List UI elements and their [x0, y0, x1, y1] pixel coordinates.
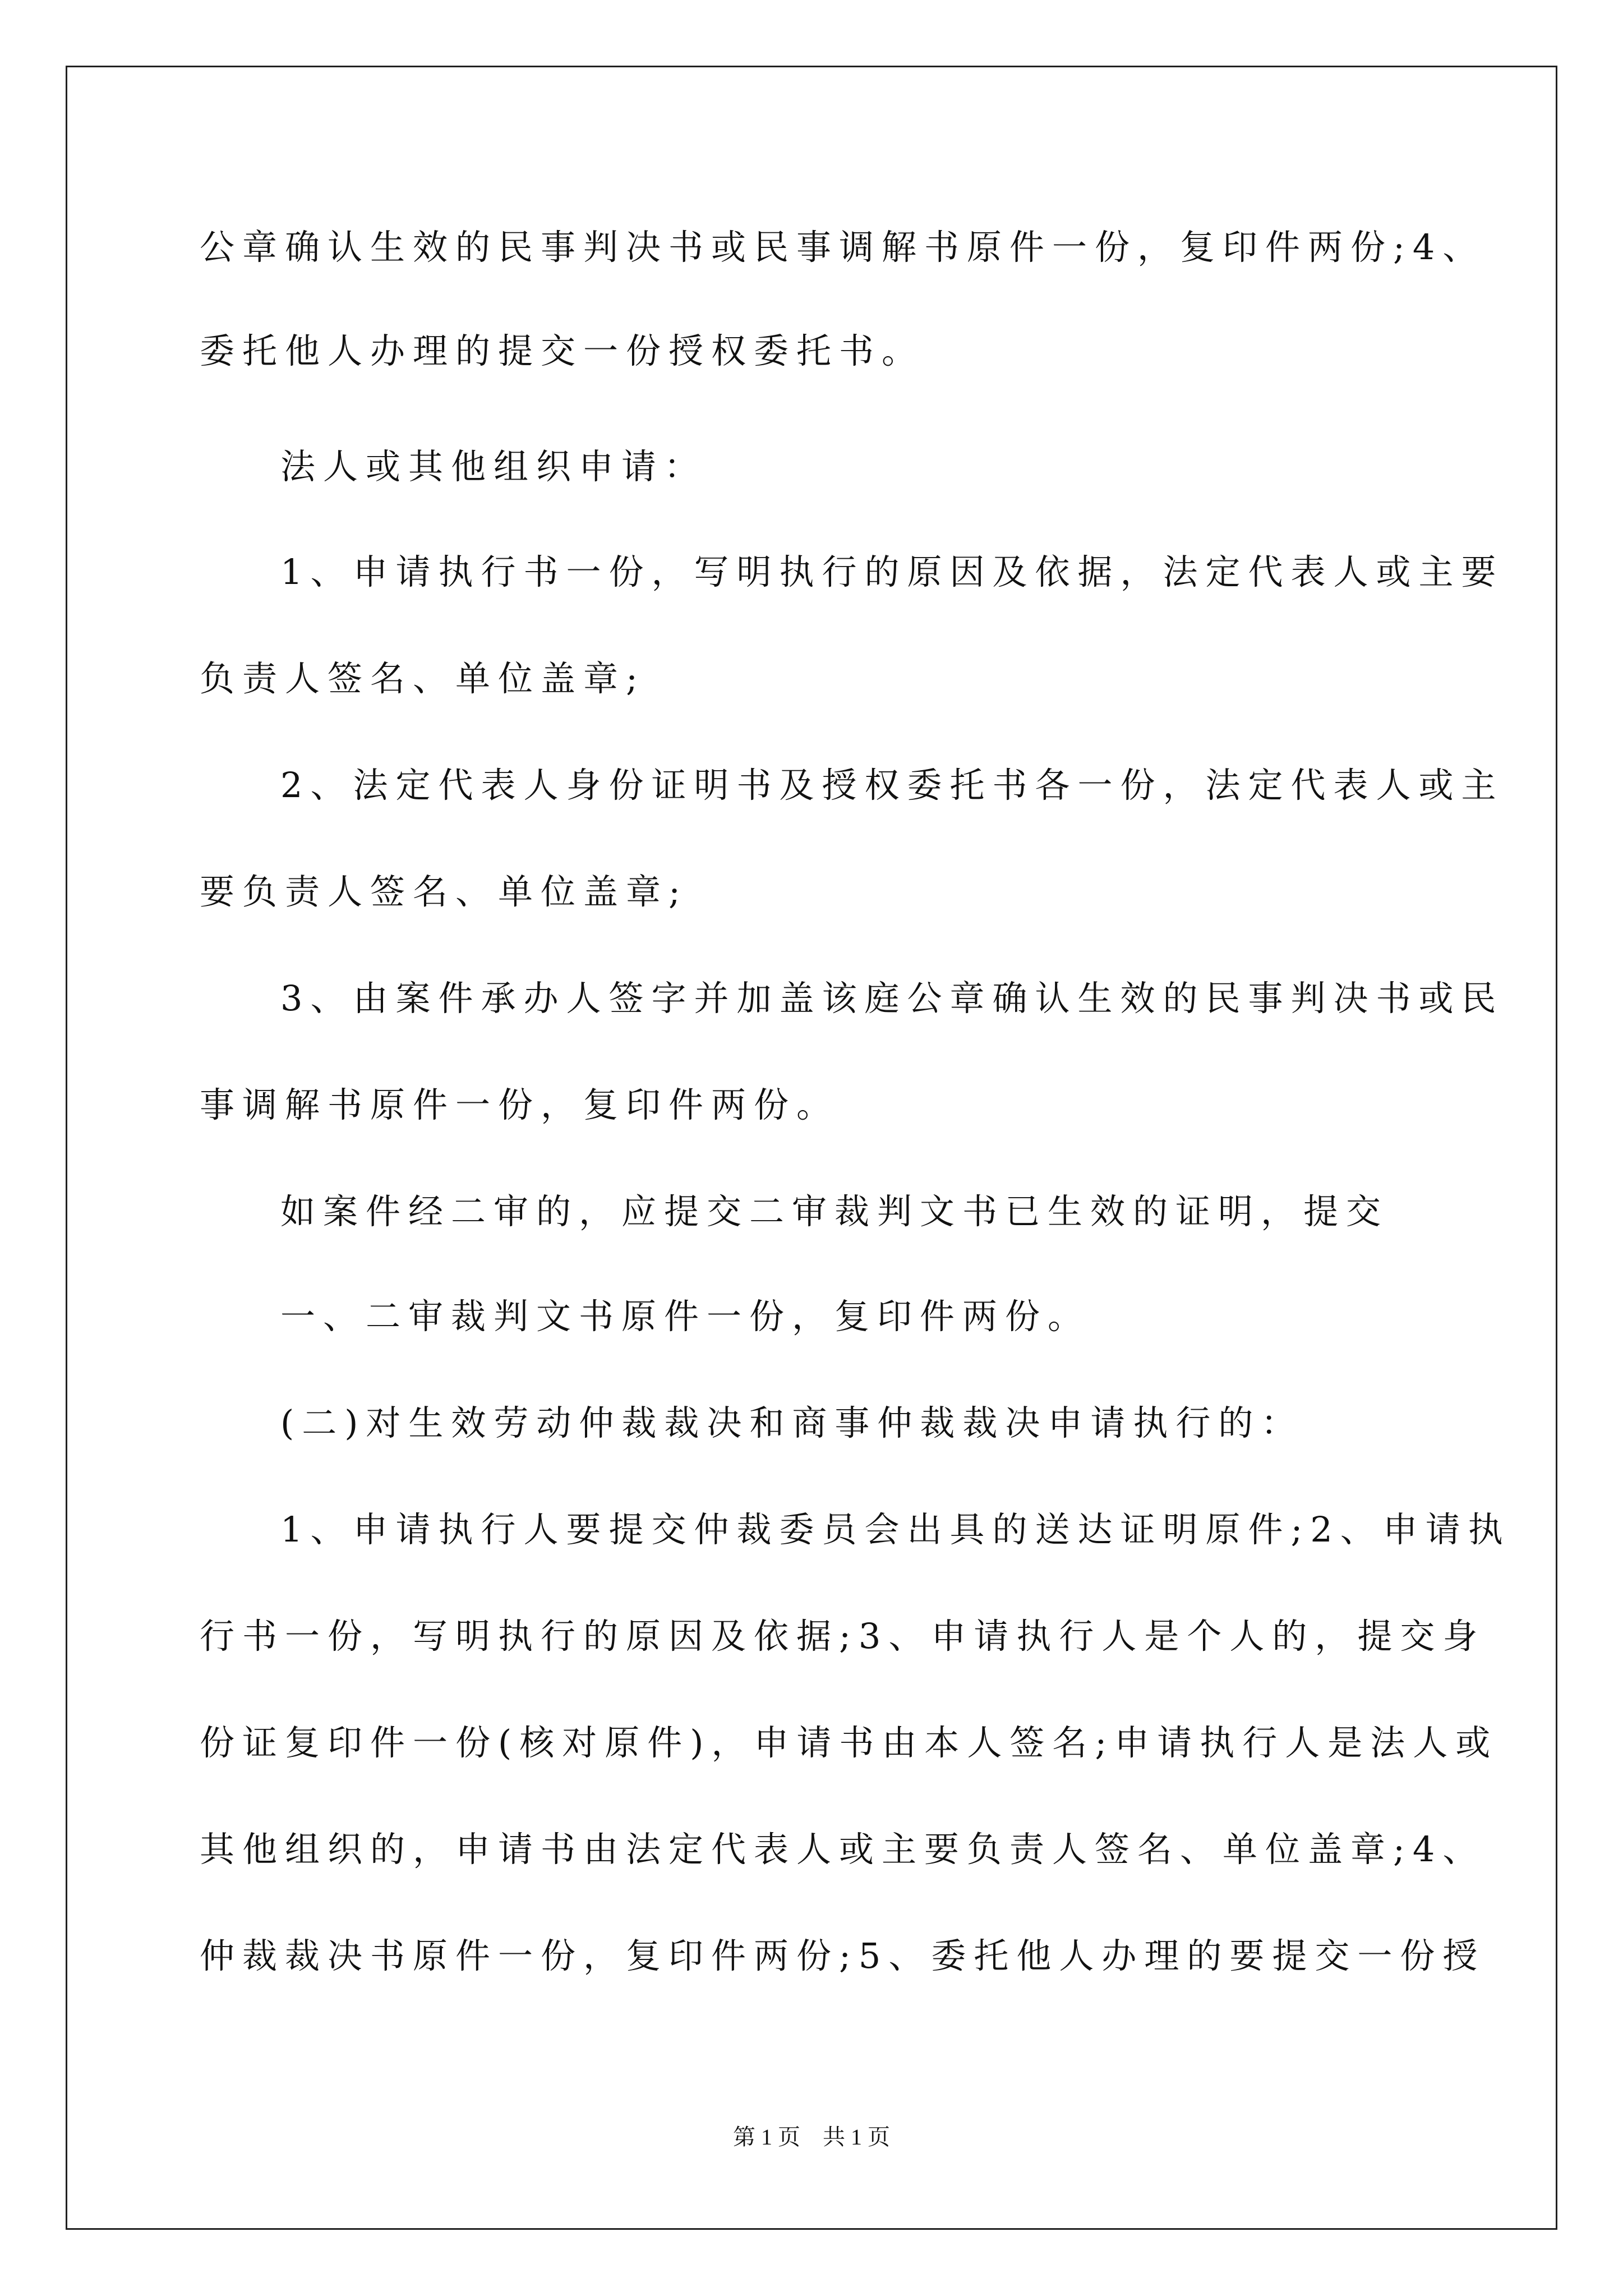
- text-line: 公章确认生效的民事判决书或民事调解书原件一份，复印件两份;4、: [200, 227, 1486, 268]
- text-line: 一、二审裁判文书原件一份，复印件两份。: [280, 1296, 1091, 1337]
- text-line: 1、申请执行人要提交仲裁委员会出具的送达证明原件;2、申请执: [280, 1509, 1511, 1550]
- text-line: (二)对生效劳动仲裁裁决和商事仲裁裁决申请执行的：: [280, 1402, 1304, 1443]
- text-line: 仲裁裁决书原件一份，复印件两份;5、委托他人办理的要提交一份授: [200, 1935, 1486, 1976]
- text-line: 事调解书原件一份，复印件两份。: [200, 1084, 840, 1125]
- text-line: 2、法定代表人身份证明书及授权委托书各一份，法定代表人或主: [280, 765, 1504, 806]
- text-line: 1、申请执行书一份，写明执行的原因及依据，法定代表人或主要: [280, 551, 1504, 592]
- page-number-footer: 第 1 页 共 1 页: [733, 2124, 890, 2150]
- text-line: 3、由案件承办人签字并加盖该庭公章确认生效的民事判决书或民: [280, 978, 1504, 1019]
- text-line: 负责人签名、单位盖章;: [200, 658, 645, 699]
- text-line: 法人或其他组织申请：: [280, 446, 707, 487]
- text-line: 其他组织的，申请书由法定代表人或主要负责人签名、单位盖章;4、: [200, 1829, 1486, 1870]
- page-border: [66, 66, 1557, 2230]
- text-line: 委托他人办理的提交一份授权委托书。: [200, 330, 925, 371]
- text-line: 份证复印件一份(核对原件)，申请书由本人签名;申请执行人是法人或: [200, 1722, 1498, 1763]
- text-line: 要负责人签名、单位盖章;: [200, 871, 688, 912]
- text-line: 如案件经二审的，应提交二审裁判文书已生效的证明，提交: [280, 1191, 1389, 1232]
- text-line: 行书一份，写明执行的原因及依据;3、申请执行人是个人的，提交身: [200, 1616, 1486, 1657]
